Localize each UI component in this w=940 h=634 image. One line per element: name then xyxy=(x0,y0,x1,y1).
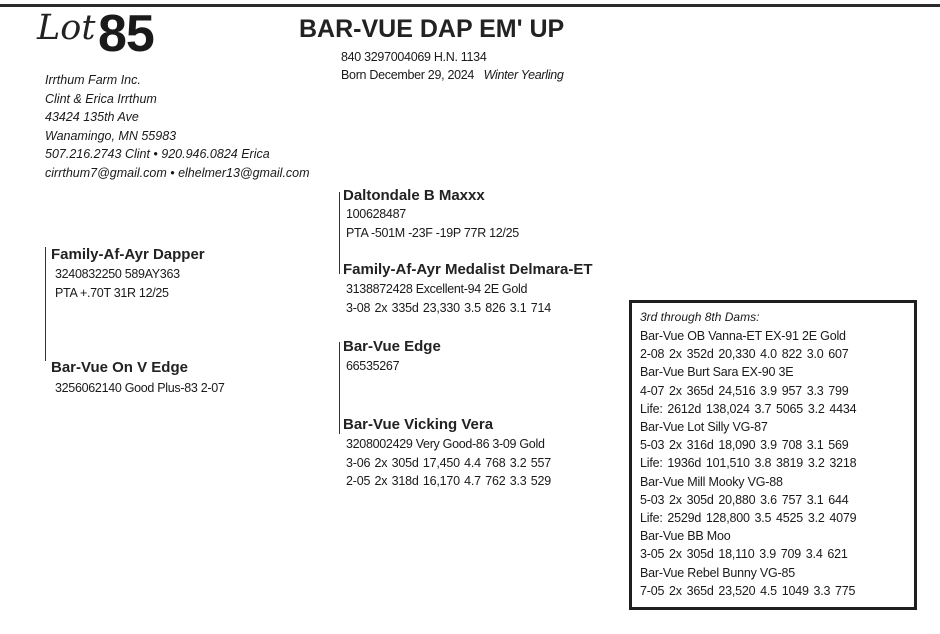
dam-5-lifetime: Life: 1936d 101,510 3.8 3819 3.2 3218 xyxy=(640,456,857,471)
dam-dam-record-2: 2-05 2x 318d 16,170 4.7 762 3.3 529 xyxy=(346,474,552,488)
dam-7-name: Bar-Vue BB Moo xyxy=(640,529,731,544)
extended-dams-list xyxy=(640,327,856,600)
sire-id: 3240832250 589AY363 xyxy=(55,267,180,281)
dam-name: Bar-Vue On V Edge xyxy=(51,359,188,376)
sire-name: Family-Af-Ayr Dapper xyxy=(51,246,205,263)
lot-label: Lot xyxy=(37,8,96,48)
dam-8-name: Bar-Vue Rebel Bunny VG-85 xyxy=(640,565,796,580)
owner-names: Clint & Erica Irrthum xyxy=(45,91,157,106)
registration-line: 840 3297004069 H.N. 1134 xyxy=(341,50,487,64)
owner-emails: cirrthum7@gmail.com • elhelmer13@gmail.com xyxy=(45,165,310,180)
owner-phones: 507.216.2743 Clint • 920.946.0824 Erica xyxy=(45,147,270,161)
owner-contact xyxy=(45,71,310,182)
owner-city: Wanamingo, MN 55983 xyxy=(45,128,177,143)
age-class: Winter Yearling xyxy=(483,68,564,82)
sire-sire-name: Daltondale B Maxxx xyxy=(343,187,485,204)
dam-6-record: 5-03 2x 305d 20,880 3.6 757 3.1 644 xyxy=(640,492,849,507)
extended-dams-title: 3rd through 8th Dams: xyxy=(640,310,760,324)
owner-street: 43424 135th Ave xyxy=(45,110,139,124)
dam-3-name: Bar-Vue OB Vanna-ET EX-91 2E Gold xyxy=(640,329,846,343)
dam-dam-id: 3208002429 Very Good-86 3-09 Gold xyxy=(346,437,545,451)
dam-6-lifetime: Life: 2529d 128,800 3.5 4525 3.2 4079 xyxy=(640,511,857,526)
birth-line xyxy=(341,67,564,83)
dam-3-record: 2-08 2x 352d 20,330 4.0 822 3.0 607 xyxy=(640,347,849,362)
dam-4-name: Bar-Vue Burt Sara EX-90 3E xyxy=(640,365,794,380)
dam-sire-name: Bar-Vue Edge xyxy=(343,338,441,355)
dam-5-name: Bar-Vue Lot Silly VG-87 xyxy=(640,420,768,435)
pedigree-line-sire xyxy=(339,192,340,274)
dam-sire-id: 66535267 xyxy=(346,359,400,373)
dam-8-record: 7-05 2x 365d 23,520 4.5 1049 3.3 775 xyxy=(640,583,856,598)
dam-6-name: Bar-Vue Mill Mooky VG-88 xyxy=(640,474,783,489)
sire-sire-id: 100628487 xyxy=(346,207,406,221)
owner-farm: Irrthum Farm Inc. xyxy=(45,73,141,87)
dam-7-record: 3-05 2x 305d 18,110 3.9 709 3.4 621 xyxy=(640,547,848,562)
pedigree-line-dam xyxy=(339,342,340,434)
sire-dam-name: Family-Af-Ayr Medalist Delmara-ET xyxy=(343,261,593,278)
birth-date: Born December 29, 2024 xyxy=(341,68,475,82)
sire-pta: PTA +.70T 31R 12/25 xyxy=(55,286,169,300)
dam-dam-name: Bar-Vue Vicking Vera xyxy=(343,416,494,433)
dam-5-record: 5-03 2x 316d 18,090 3.9 708 3.1 569 xyxy=(640,438,849,453)
dam-4-record: 4-07 2x 365d 24,516 3.9 957 3.3 799 xyxy=(640,383,849,398)
sire-dam-id: 3138872428 Excellent-94 2E Gold xyxy=(346,282,528,296)
dam-id: 3256062140 Good Plus-83 2-07 xyxy=(55,381,225,395)
dam-4-lifetime: Life: 2612d 138,024 3.7 5065 3.2 4434 xyxy=(640,401,857,416)
sire-sire-pta: PTA -501M -23F -19P 77R 12/25 xyxy=(346,226,519,240)
pedigree-line-main xyxy=(45,247,46,361)
sire-dam-record: 3-08 2x 335d 23,330 3.5 826 3.1 714 xyxy=(346,301,552,315)
dam-dam-record-1: 3-06 2x 305d 17,450 4.4 768 3.2 557 xyxy=(346,456,552,470)
extended-dams-box xyxy=(629,300,917,610)
lot-number: 85 xyxy=(98,5,154,63)
animal-title: BAR-VUE DAP EM' UP xyxy=(299,15,565,43)
